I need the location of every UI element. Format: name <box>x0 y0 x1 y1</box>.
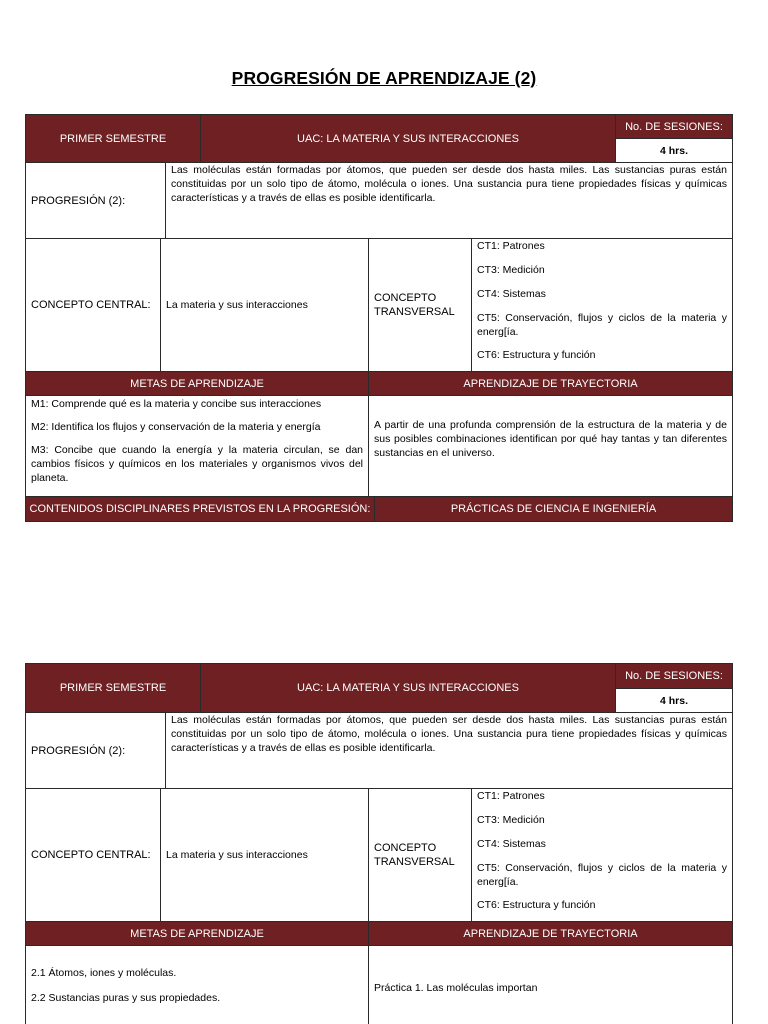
transversal-list-cell <box>471 788 733 922</box>
trayectoria-header-label: APRENDIZAJE DE TRAYECTORIA <box>463 927 638 940</box>
progression-text: Las moléculas están formadas por átomos, que pueden ser desde dos hasta miles. Las sustancias puras están constituidas por un solo tipo de átomo, molécula o iones. Una sustancia pura tiene propiedades físicas y químicas características y a través de ellas es posible identificarla. <box>171 164 727 204</box>
central-label-cell <box>25 238 161 372</box>
semester-cell <box>25 663 201 713</box>
central-value-cell <box>160 788 369 922</box>
meta-item: M1: Comprende qué es la materia y concibe sus interacciones <box>31 398 322 410</box>
transversal-label: CONCEPTO TRANSVERSAL <box>374 842 455 868</box>
uac-cell <box>200 114 616 163</box>
meta-item: M3: Concibe que cuando la energía y la materia circulan, se dan cambios físicos y químicos en los materiales y organismos vivos del planeta. <box>31 444 363 484</box>
progression-label-cell <box>25 162 166 239</box>
practica-text: Práctica 1. Las moléculas importan <box>374 982 538 994</box>
metas-cell <box>25 395 369 497</box>
trayectoria-text: A partir de una profunda comprensión de la estructura de la materia y de sus posibles combinaciones identifican por qué hay tantas y tan diferentes sustancias en el universo. <box>374 419 727 459</box>
contenido-item: 2.2 Sustancias puras y sus propiedades. <box>31 992 221 1004</box>
metas-header <box>25 921 369 946</box>
progression-label: PROGRESIÓN (2): <box>31 744 126 757</box>
contenido-item: 2.1 Átomos, iones y moléculas. <box>31 967 177 979</box>
transversal-label-cell <box>368 238 472 372</box>
contenidos-header-label: CONTENIDOS DISCIPLINARES PREVISTOS EN LA PROGRESIÓN: <box>29 503 371 515</box>
meta-item: M2: Identifica los flujos y conservación de la materia y energía <box>31 421 321 433</box>
sessions-label: No. DE SESIONES: <box>625 120 723 133</box>
semester-cell <box>25 114 201 163</box>
transversal-item: CT1: Patrones <box>477 240 545 252</box>
practicas-cell <box>368 945 733 1024</box>
metas-header-label: METAS DE APRENDIZAJE <box>130 377 264 390</box>
transversal-item: CT4: Sistemas <box>477 288 546 300</box>
transversal-item: CT6: Estructura y función <box>477 349 596 361</box>
transversal-item: CT3: Medición <box>477 814 545 826</box>
contenidos-cell <box>25 945 369 1024</box>
transversal-item: CT5: Conservación, flujos y ciclos de la materia y energ[ía. <box>477 862 727 888</box>
sessions-label: No. DE SESIONES: <box>625 670 723 682</box>
semester-label: PRIMER SEMESTRE <box>59 132 167 145</box>
page-title: PROGRESIÓN DE APRENDIZAJE (2) <box>231 68 537 88</box>
sessions-value: 4 hrs. <box>659 694 688 707</box>
metas-header-label: METAS DE APRENDIZAJE <box>130 927 264 940</box>
semester-label: PRIMER SEMESTRE <box>59 682 167 694</box>
central-label-cell <box>25 788 161 922</box>
sessions-label-cell <box>615 663 733 689</box>
transversal-item: CT3: Medición <box>477 264 545 276</box>
transversal-item: CT5: Conservación, flujos y ciclos de la materia y energ[ía. <box>477 312 727 338</box>
progression-label-cell <box>25 712 166 789</box>
sessions-value-cell <box>615 138 733 163</box>
trayectoria-header <box>368 921 733 946</box>
progression-table-1 <box>25 114 733 522</box>
trayectoria-header <box>368 371 733 396</box>
transversal-item: CT4: Sistemas <box>477 838 546 850</box>
progression-label: PROGRESIÓN (2): <box>31 194 126 207</box>
uac-label: UAC: LA MATERIA Y SUS INTERACCIONES <box>297 682 519 694</box>
transversal-list-cell <box>471 238 733 372</box>
transversal-label: CONCEPTO TRANSVERSAL <box>374 292 455 318</box>
central-label: CONCEPTO CENTRAL: <box>31 849 151 861</box>
central-label: CONCEPTO CENTRAL: <box>31 299 151 311</box>
progression-text: Las moléculas están formadas por átomos, que pueden ser desde dos hasta miles. Las sustancias puras están constituidas por un solo tipo de átomo, molécula o iones. Una sustancia pura tiene propiedades físicas y químicas características y a través de ellas es posible identificarla. <box>171 714 727 754</box>
progression-text-cell <box>165 162 733 239</box>
trayectoria-header-label: APRENDIZAJE DE TRAYECTORIA <box>463 377 638 390</box>
central-value: La materia y sus interacciones <box>166 849 308 861</box>
contenidos-header <box>25 496 375 522</box>
transversal-label-cell <box>368 788 472 922</box>
transversal-item: CT1: Patrones <box>477 790 545 802</box>
practicas-header-label: PRÁCTICAS DE CIENCIA E INGENIERÍA <box>450 503 657 515</box>
trayectoria-cell <box>368 395 733 497</box>
uac-label: UAC: LA MATERIA Y SUS INTERACCIONES <box>297 132 519 145</box>
sessions-value: 4 hrs. <box>659 144 688 157</box>
sessions-value-cell <box>615 688 733 713</box>
sessions-label-cell <box>615 114 733 139</box>
uac-cell <box>200 663 616 713</box>
metas-header <box>25 371 369 396</box>
progression-table-2 <box>25 663 733 1024</box>
transversal-item: CT6: Estructura y función <box>477 899 596 911</box>
central-value: La materia y sus interacciones <box>166 299 308 311</box>
practicas-header <box>374 496 733 522</box>
progression-text-cell <box>165 712 733 789</box>
central-value-cell <box>160 238 369 372</box>
